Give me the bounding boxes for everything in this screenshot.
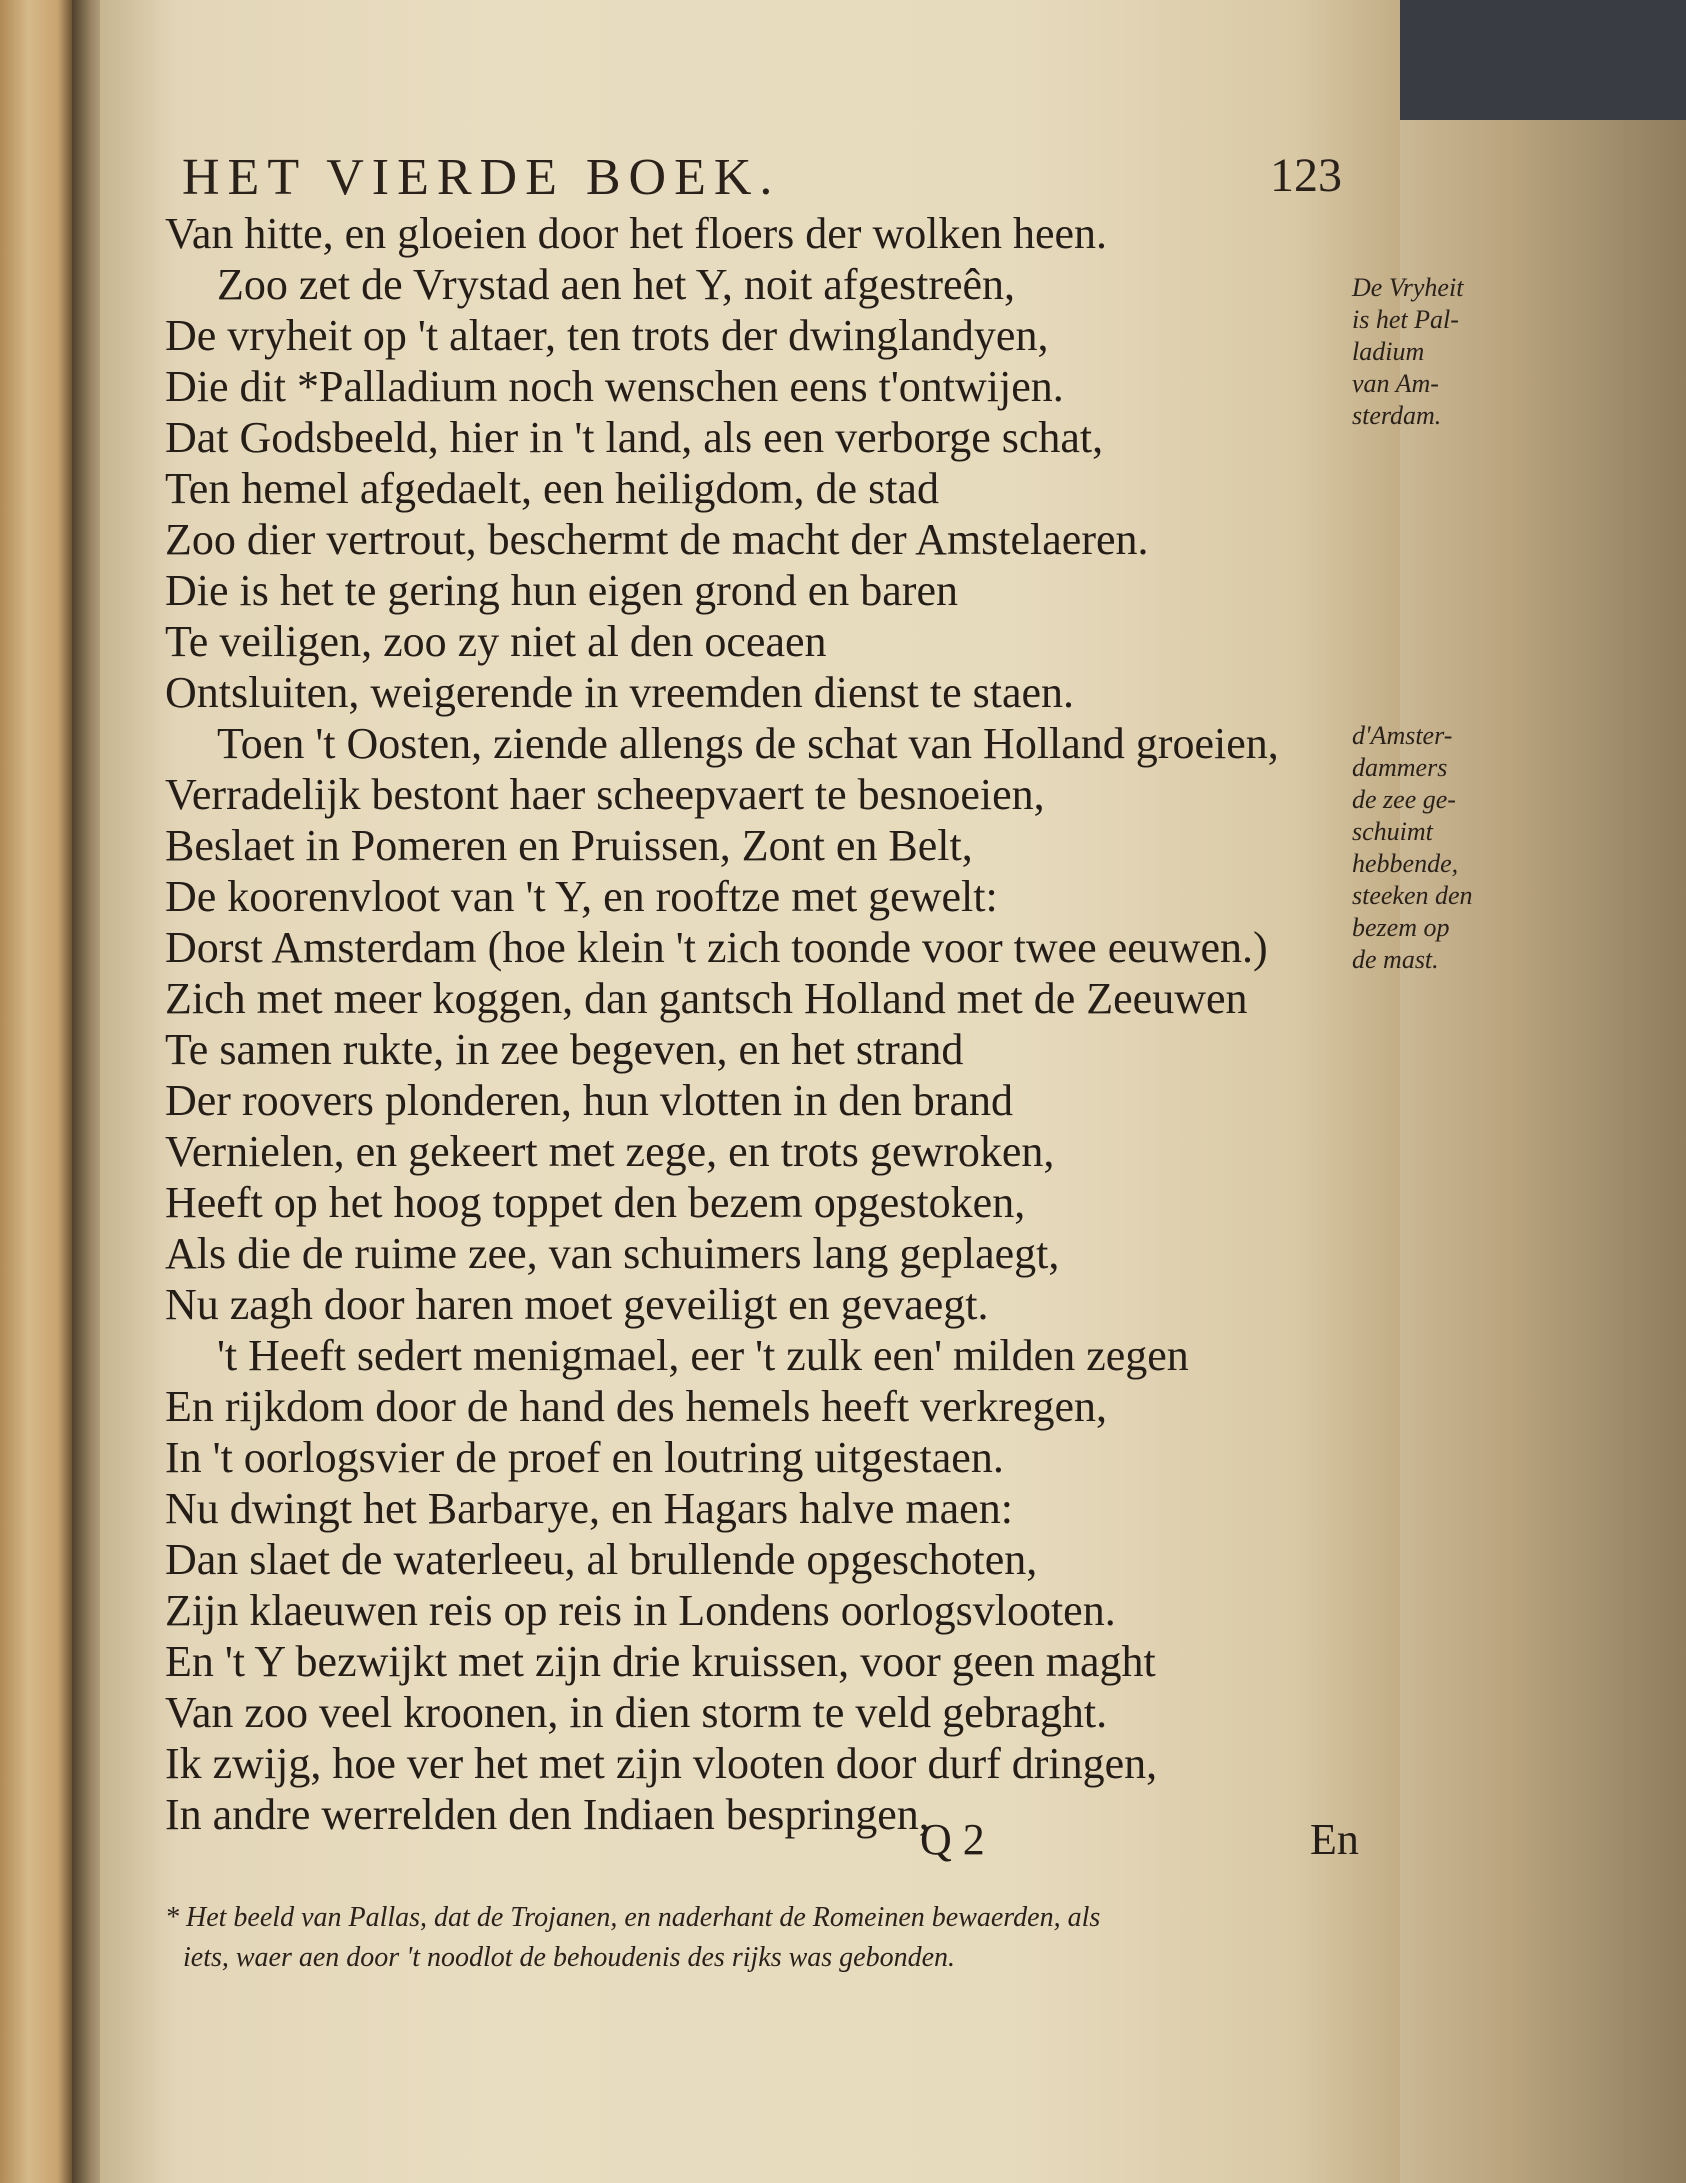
verse-line: De koorenvloot van 't Y, en rooftze met gewelt: [165, 872, 998, 921]
verse-line: Als die de ruime zee, van schuimers lang geplaegt, [165, 1229, 1060, 1278]
footnote [165, 1898, 1385, 1978]
sidenote-line: is het Pal- [1352, 305, 1459, 334]
verse-line: Zich met meer koggen, dan gantsch Holland met de Zeeuwen [165, 974, 1248, 1023]
sidenote-bezem [1352, 720, 1473, 976]
verse-line: Zoo zet de Vrystad aen het Y, noit afgestreên, [217, 260, 1016, 309]
verse-block [165, 208, 1345, 1840]
running-title: HET VIERDE BOEK. [182, 149, 781, 206]
footnote-line: iets, waer aen door 't noodlot de behoudenis des rijks was gebonden. [183, 1942, 956, 1973]
sidenote-line: de zee ge- [1352, 785, 1456, 814]
verse-line: Dat Godsbeeld, hier in 't land, als een verborge schat, [165, 413, 1104, 462]
left-page-edge [0, 0, 72, 2183]
verse-line: En 't Y bezwijkt met zijn drie kruissen, voor geen maght [165, 1637, 1156, 1686]
sidenote-line: ladium [1352, 337, 1425, 366]
verse-line: Ontsluiten, weigerende in vreemden dienst te staen. [165, 668, 1075, 717]
verse-line: Vernielen, en gekeert met zege, en trots gewroken, [165, 1127, 1055, 1176]
footnote-line: * Het beeld van Pallas, dat de Trojanen, en naderhant de Romeinen bewaerden, als [165, 1902, 1101, 1933]
sidenote-line: schuimt [1352, 817, 1433, 846]
verse-line: Ten hemel afgedaelt, een heiligdom, de stad [165, 464, 939, 513]
sidenote-line: dammers [1352, 753, 1448, 782]
verse-line: Beslaet in Pomeren en Pruissen, Zont en Belt, [165, 821, 973, 870]
verse-line: In andre werrelden den Indiaen bespringen, [165, 1790, 930, 1839]
verse-line: Nu zagh door haren moet geveiligt en gevaegt. [165, 1280, 989, 1329]
page-number: 123 [1270, 149, 1342, 202]
sidenote-palladium [1352, 272, 1463, 432]
verse-line: Heeft op het hoog toppet den bezem opgestoken, [165, 1178, 1026, 1227]
verse-line: Te veiligen, zoo zy niet al den oceaen [165, 617, 827, 666]
verse-line: Nu dwingt het Barbarye, en Hagars halve maen: [165, 1484, 1013, 1533]
verse-line: Zijn klaeuwen reis op reis in Londens oorlogsvlooten. [165, 1586, 1116, 1635]
verse-line: Die dit *Palladium noch wenschen eens t'ontwijen. [165, 362, 1064, 411]
verse-line: Van zoo veel kroonen, in dien storm te veld gebraght. [165, 1688, 1108, 1737]
verse-line: Dan slaet de waterleeu, al brullende opgeschoten, [165, 1535, 1038, 1584]
verse-line: Van hitte, en gloeien door het floers der wolken heen. [165, 209, 1108, 258]
verse-line: De vryheit op 't altaer, ten trots der dwinglandyen, [165, 311, 1049, 360]
verse-line: Der roovers plonderen, hun vlotten in den brand [165, 1076, 1013, 1125]
sidenote-line: d'Amster- [1352, 721, 1453, 750]
catchword: En [1310, 1815, 1359, 1864]
sidenote-line: De Vryheit [1352, 273, 1464, 302]
sidenote-line: bezem op [1352, 913, 1450, 942]
verse-line: Ik zwijg, hoe ver het met zijn vlooten door durf dringen, [165, 1739, 1158, 1788]
page-header [170, 148, 1370, 208]
verse-line: 't Heeft sedert menigmael, eer 't zulk een' milden zegen [217, 1331, 1189, 1380]
sidenote-line: de mast. [1352, 945, 1439, 974]
verse-line: En rijkdom door de hand des hemels heeft verkregen, [165, 1382, 1108, 1431]
verse-line: Zoo dier vertrout, beschermt de macht der Amstelaeren. [165, 515, 1149, 564]
sidenote-line: steeken den [1352, 881, 1473, 910]
verse-line: Dorst Amsterdam (hoe klein 't zich toonde voor twee eeuwen.) [165, 923, 1268, 972]
verse-line: In 't oorlogsvier de proef en loutring uitgestaen. [165, 1433, 1004, 1482]
signature-mark: Q 2 [920, 1815, 985, 1864]
verse-line: Verradelijk bestont haer scheepvaert te besnoeien, [165, 770, 1045, 819]
verse-line: Te samen rukte, in zee begeven, en het strand [165, 1025, 964, 1074]
verse-line: Toen 't Oosten, ziende allengs de schat van Holland groeien, [217, 719, 1279, 768]
sidenote-line: hebbende, [1352, 849, 1459, 878]
sidenote-line: sterdam. [1352, 401, 1442, 430]
verse-line: Die is het te gering hun eigen grond en baren [165, 566, 958, 615]
sidenote-line: van Am- [1352, 369, 1439, 398]
